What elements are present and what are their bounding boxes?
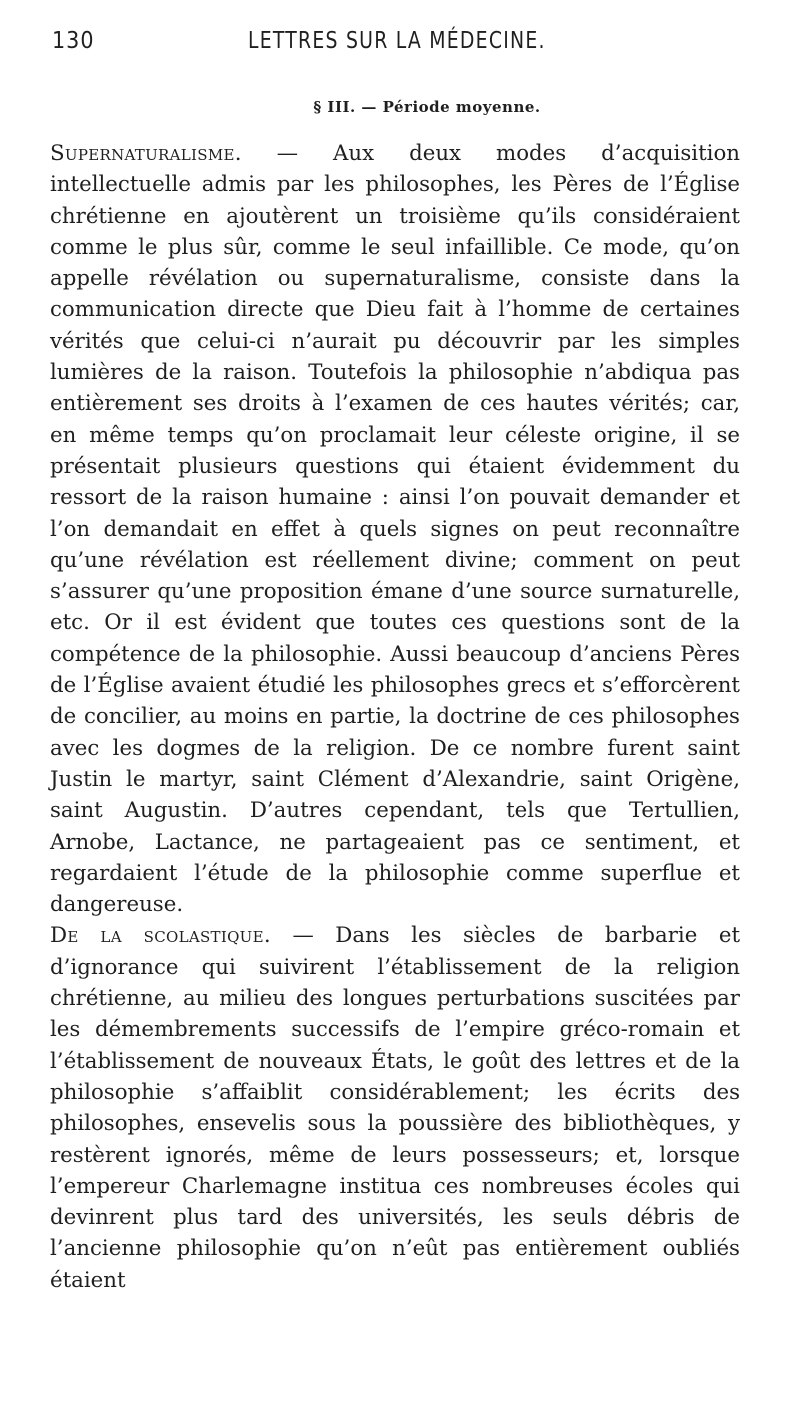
paragraph-scolastique [50,920,740,1296]
body-text [50,138,740,1296]
paragraph-lead-in: Supernaturalisme. [50,141,242,166]
running-head [50,22,740,68]
section-heading: § III. — Période moyenne. [313,98,541,116]
paragraph-supernaturalisme [50,138,740,920]
page-number: 130 [52,28,95,54]
paragraph-lead-in: De la scolastique. [50,923,271,949]
running-title: LETTRES SUR LA MÉDECINE. [248,28,546,54]
paragraph-text: — Aux deux modes d’acquisition intellectuelle admis par les philosophes, les Pères de l’Église chrétienne en ajoutèrent un troisième qu’ils considéraient comme le plus sûr, comme le seul infaillible. Ce mode, qu’on appelle révélation ou supernaturalisme, consiste dans la communication directe que Dieu fait à l’homme de certaines vérités que celui-ci n’aurait pu découvrir par les simples lumières de la raison. Toutefois la philosophie n’abdiqua pas entièrement ses droits à l’examen de ces hautes vérités; car, en même temps qu’on proclamait leur céleste origine, il se présentait plusieurs questions qui étaient évidemment du ressort de la raison humaine : ainsi l’on pouvait demander et l’on demandait en effet à quels signes on peut reconnaître qu’une révélation est réellement divine; comment on peut s’assurer qu’une proposition émane d’une source surnaturelle, etc. Or il est évident que toutes ces questions sont de la compétence de la philosophie. Aussi beaucoup d’anciens Pères de l’Église avaient étudié les philosophes grecs et s’efforcèrent de concilier, au moins en partie, la doctrine de ces philosophes avec les dogmes de la religion. De ce nombre furent saint Justin le martyr, saint Clément d’Alexandrie, saint Origène, saint Augustin. D’autres cependant, tels que Tertullien, Arnobe, Lactance, ne partageaient pas ce sentiment, et regardaient l’étude de la philosophie comme superflue et dangereuse. [50,141,740,918]
paragraph-text: — Dans les siècles de barbarie et d’ignorance qui suivirent l’établissement de la religion chrétienne, au milieu des longues perturbations suscitées par les démembrements successifs de l’empire gréco-romain et l’établissement de nouveaux États, le goût des lettres et de la philosophie s’affaiblit considérablement; les écrits des philosophes, ensevelis sous la poussière des bibliothèques, y restèrent ignorés, même de leurs possesseurs; et, lorsque l’empereur Charlemagne institua ces nombreuses écoles qui devinrent plus tard des universités, les seuls débris de l’ancienne philosophie qu’on n’eût pas entièrement oubliés étaient [50,923,741,1293]
